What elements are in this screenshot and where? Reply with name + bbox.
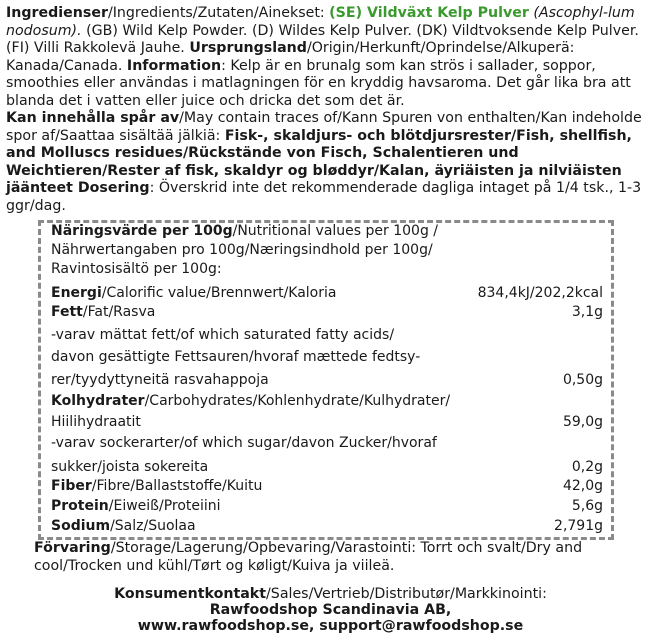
contact-line-1	[0, 586, 661, 602]
storage-paragraph	[34, 540, 654, 575]
carbohydrate-label-2: Hiilihydraatit	[51, 414, 141, 430]
fiber-label: /Fibre/Ballaststoffe/Kuitu	[91, 478, 263, 494]
dosing-text: : Överskrid inte det rekommenderade dagliga intaget på 1/4 tsk., 1-3 ggr/dag.	[6, 180, 642, 214]
company-name: Rawfoodshop Scandinavia AB,	[209, 602, 452, 618]
contact-heading: Konsumentkontakt	[114, 586, 267, 602]
sugar-line-1: -varav sockerarter/of which sugar/davon Zucker/hvoraf	[51, 435, 437, 451]
info-heading: Information	[126, 57, 222, 74]
fiber-row	[51, 478, 603, 495]
energy-value: 834,4kJ/202,2kcal	[477, 285, 603, 301]
fat-label: /Fat/Rasva	[82, 304, 156, 320]
sugar-value: 0,2g	[571, 459, 603, 475]
fiber-value: 42,0g	[562, 478, 603, 494]
sodium-label-bold: Sodium	[51, 518, 111, 534]
carbohydrate-value: 59,0g	[562, 414, 603, 430]
fat-label-bold: Fett	[51, 304, 83, 320]
carbohydrate-label-bold: Kolhydrater	[51, 393, 145, 409]
protein-label: /Eiweiß/Proteiini	[108, 498, 221, 514]
traces-heading: Kan innehålla spår av	[6, 110, 180, 126]
sugar-row	[51, 459, 603, 476]
origin-text: /Origin/Herkunft/Oprindelse/Alkuperä: Kanada/Canada.	[6, 40, 575, 74]
saturated-line-2: davon gesättigte Fettsauren/hvoraf mættede fedtsy-	[51, 349, 421, 365]
carbohydrate-row	[51, 393, 603, 410]
label-text	[6, 5, 656, 215]
latin-name: (Ascophyl-lum nodosum).	[6, 5, 635, 39]
nutrition-header-bold: Näringsvärde per 100g	[51, 223, 233, 239]
nutrition-header-line-2: Nährwertangaben pro 100g/Næringsindhold per 100g/	[51, 242, 433, 258]
nutrition-header-text: /Nutritional values per 100g /	[232, 223, 439, 239]
consumer-contact	[0, 586, 661, 634]
saturated-line-1: -varav mättat fett/of which saturated fatty acids/	[51, 327, 395, 343]
ingredients-heading: Ingredienser	[6, 5, 108, 21]
traces-paragraph	[6, 110, 656, 215]
saturated-row	[51, 372, 603, 389]
storage-heading: Förvaring	[34, 540, 111, 556]
carbohydrate-value-row	[51, 414, 603, 431]
website-email: www.rawfoodshop.se, support@rawfoodshop.se	[137, 618, 524, 634]
origin-heading: Ursprungsland	[189, 40, 307, 56]
saturated-label: rer/tyydyttyneitä rasvahappoja	[51, 372, 269, 388]
sodium-value: 2,791g	[554, 518, 603, 534]
sodium-row	[51, 518, 603, 535]
protein-value: 5,6g	[571, 498, 603, 514]
nutrition-header-line-1	[51, 223, 603, 240]
protein-row	[51, 498, 603, 515]
info-text: : Kelp är en brunalg som kan strös i sallader, soppor, smoothies eller användas i matlagningen för en kryddig havsaroma. Det går lika bra att blanda det i vatten eller juice och dricka det som det är.	[6, 57, 631, 109]
carbohydrate-label: /Carbohydrates/Kohlenhydrate/Kulhydrater/	[144, 393, 451, 409]
contact-roles: /Sales/Vertrieb/Distributør/Markkinointi:	[266, 586, 547, 602]
ingredients-paragraph	[6, 5, 656, 110]
traces-allergens: Fisk-, skaldjurs- och blötdjursrester/Fish, shellfish, and Molluscs residues/Rückstände von Fisch, Schalentieren und Weichtieren/Rester af fisk, skaldyr og bløddyr/Kalan, äyriäisten ja nilviäisten jäänteet	[6, 127, 632, 196]
nutrition-table	[38, 220, 614, 540]
ingredients-heading-rest: /Ingredients/Zutaten/Ainekset:	[107, 5, 330, 21]
dosing-heading: Dosering	[72, 180, 150, 196]
energy-label: /Calorific value/Brennwert/Kaloria	[101, 285, 337, 301]
product-name-se: (SE) Vildväxt Kelp Pulver	[329, 5, 529, 21]
saturated-value: 0,50g	[562, 372, 603, 388]
sodium-label: /Salz/Suolaa	[110, 518, 196, 534]
fat-row	[51, 304, 603, 321]
product-translations: (GB) Wild Kelp Powder. (D) Wildes Kelp Pulver. (DK) Vildtvoksende Kelp Pulver. (FI) Villi Rakkolevä Jauhe.	[6, 22, 639, 56]
energy-label-bold: Energi	[51, 285, 102, 301]
fiber-label-bold: Fiber	[51, 478, 92, 494]
fat-value: 3,1g	[571, 304, 603, 320]
traces-text: /May contain traces of/Kann Spuren von enthalten/Kan indeholde spor af/Saattaa sisältää jälkiä:	[6, 110, 642, 144]
storage-text: /Storage/Lagerung/Opbevaring/Varastointi: Torrt och svalt/Dry and cool/Trocken und kühl/Tørt og køligt/Kuiva ja viileä.	[34, 540, 583, 574]
energy-row	[51, 285, 603, 302]
sugar-label: sukker/joista sokereita	[51, 459, 209, 475]
protein-label-bold: Protein	[51, 498, 109, 514]
nutrition-header-line-3: Ravintosisältö per 100g:	[51, 261, 222, 277]
